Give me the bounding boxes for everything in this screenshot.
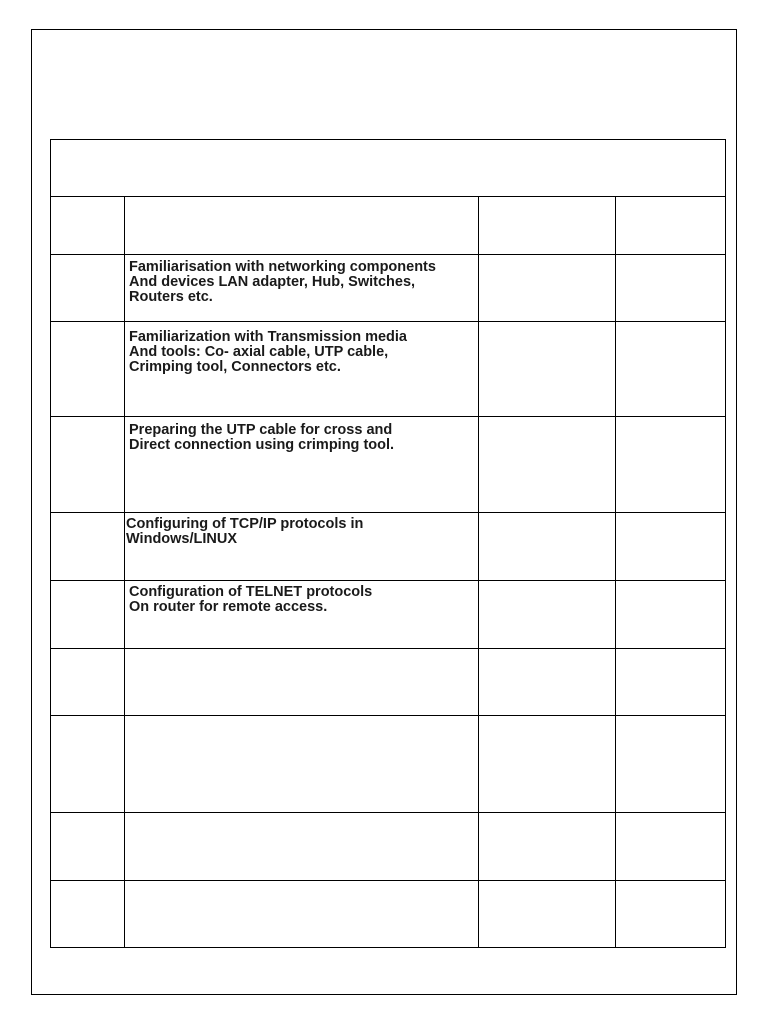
header-cell-experiment (125, 197, 478, 254)
table-row-experiment: Preparing the UTP cable for cross and Direct connection using crimping tool. (129, 422, 395, 453)
column-divider (124, 196, 125, 948)
row-divider (50, 580, 726, 581)
row-divider (50, 812, 726, 813)
header-cell-sign (616, 197, 725, 254)
table-title-cell (51, 140, 725, 196)
row-divider (50, 880, 726, 881)
row-divider (50, 715, 726, 716)
row-divider (50, 648, 726, 649)
table-row-experiment: Configuration of TELNET protocols On router for remote access. (129, 584, 373, 615)
column-divider (478, 196, 479, 948)
column-divider (615, 196, 616, 948)
row-divider (50, 254, 726, 255)
table-row-experiment: Familiarisation with networking components And devices LAN adapter, Hub, Switches, Routers etc. (129, 259, 436, 305)
row-divider (50, 512, 726, 513)
header-cell-date (479, 197, 615, 254)
table-row-experiment: Configuring of TCP/IP protocols in Windows/LINUX (126, 516, 364, 547)
header-cell-sno (51, 197, 124, 254)
table-row-experiment: Familiarization with Transmission media And tools: Co- axial cable, UTP cable, Crimping tool, Connectors etc. (129, 329, 407, 375)
row-divider (50, 416, 726, 417)
row-divider (50, 321, 726, 322)
